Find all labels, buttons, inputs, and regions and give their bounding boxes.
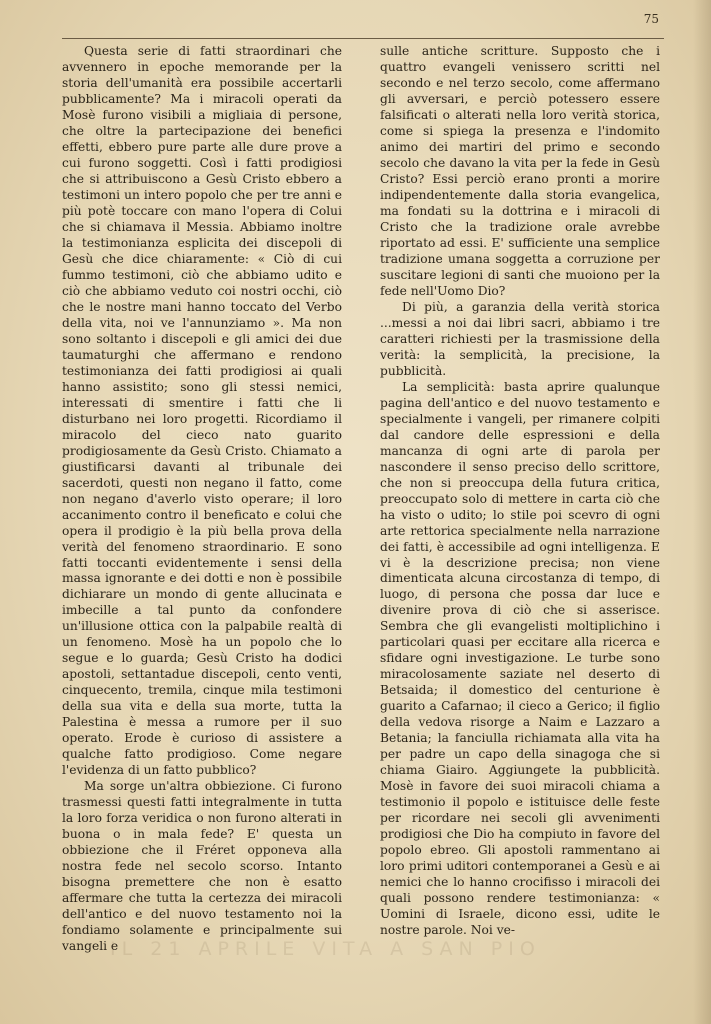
paragraph: Di più, a garanzia della verità storica ...messi a noi dai libri sacri, abbiamo i tre caratteri richiesti per la trasmissione della verità: la semplicità, la precisione, la pubblicità.	[380, 299, 660, 378]
paragraph: Questa serie di fatti straordinari che avvennero in epoche memorande per la storia dell'umanità era possibile accertarli pubblicamente? Ma i miracoli operati da Mosè furono visibili a migliaia di persone, che oltre la partecipazione dei benefici effetti, ebbero pure parte alle dure prove a cui furono soggetti. Così i fatti prodigiosi che si attribuiscono a Gesù Cristo ebbero a testimoni un intero popolo che per tre anni e più potè toccare con mano l'opera di Colui che si chiamava il Messia. Abbiamo inoltre la testimonianza esplicita dei discepoli di Gesù che dice chiaramente: « Ciò di cui fummo testimoni, ciò che abbiamo udito e ciò che abbiamo veduto coi nostri occhi, ciò che le nostre mani hanno toccato del Verbo della vita, noi ve l'annunziamo ». Ma non sono soltanto i discepoli e gli amici dei due taumaturghi che affermano e rendono testimonianza dei fatti prodigiosi ai quali hanno assistito; sono gli stessi nemici, interessati di smentire i fatti che li disturbano nei loro progetti. Ricordiamo il miracolo del cieco nato guarito prodigiosamente da Gesù Cristo. Chiamato a giustificarsi davanti al tribunale dei sacerdoti, questi non negano il fatto, come non negano d'averlo visto operare; il loro accanimento contro il beneficato e colui che opera il prodigio è la più bella prova della verità del fenomeno straordinario. E sono fatti toccanti evidentemente i sensi della massa ignorante e dei dotti e non è possibile dichiarare un mondo di gente allucinata e imbecille a tal punto da confondere un'illusione ottica con la palpabile realtà di un fenomeno. Mosè ha un popolo che lo segue e lo guarda; Gesù Cristo ha dodici apostoli, settantadue discepoli, cento venti, cinquecento, tremila, cinque mila testimoni della sua vita e della sua morte, tutta la Palestina è messa a rumore per il suo operato. Erode è curioso di assistere a qualche fatto prodigioso. Come negare l'evidenza di un fatto pubblico?	[62, 44, 342, 778]
bleed-through-watermark: IL 21 APRILE VITA A SAN PIO	[110, 938, 541, 960]
right-text-column	[380, 44, 660, 939]
paragraph-continued: sulle antiche scritture. Supposto che i quattro evangeli venissero scritti nel secondo e nel terzo secolo, come affermano gli avversari, e perciò potessero essere falsificati o alterati nella loro verità storica, come si spiega la presenza e l'indomito animo dei martiri del primo e secondo secolo che davano la vita per la fede in Gesù Cristo? Essi perciò erano pronti a morire indipendentemente dalla storia evangelica, ma fondati su la dottrina e i miracoli di Cristo che la tradizione orale avrebbe riportato ad essi. E' sufficiente una semplice tradizione umana soggetta a corruzione per suscitare legioni di santi che muoiono per la fede nell'Uomo Dio?	[380, 44, 660, 298]
page-number: 75	[643, 12, 659, 26]
header-rule	[62, 38, 664, 39]
page-edge-shadow	[693, 0, 711, 1024]
left-text-column	[62, 44, 342, 955]
paragraph: Ma sorge un'altra obbiezione. Ci furono trasmessi questi fatti integralmente in tutta la loro forza veridica o non furono alterati in buona o in mala fede? E' questa un obbiezione che il Fréret opponeva alla nostra fede nel secolo scorso. Intanto bisogna premettere che non è esatto affermare che tutta la certezza dei miracoli dell'antico e del nuovo testamento noi la fondiamo solamente e principalmente sui vangeli e	[62, 779, 342, 954]
paragraph: La semplicità: basta aprire qualunque pagina dell'antico e del nuovo testamento e specialmente i vangeli, per rimanere colpiti dal candore delle espressioni e della mancanza di ogni arte di parola per nascondere il senso preciso dello scrittore, che non si preoccupa della futura critica, preoccupato solo di mettere in carta ciò che ha visto o udito; lo stile poi scevro di ogni arte rettorica specialmente nella narrazione dei fatti, è accessibile ad ogni intelligenza. E vi è la descrizione precisa; non viene dimenticata alcuna circostanza di tempo, di luogo, di persona che possa dar luce e divenire prova di ciò che si asserisce. Sembra che gli evangelisti moltiplichino i particolari quasi per eccitare alla ricerca e sfidare ogni investigazione. Le turbe sono miracolosamente saziate nel deserto di Betsaida; il domestico del centurione è guarito a Cafarnao; il cieco a Gerico; il figlio della vedova risorge a Naim e Lazzaro a Betania; la fanciulla richiamata alla vita ha per padre un capo della sinagoga che si chiama Giairo. Aggiungete la pubblicità. Mosè in favore dei suoi miracoli chiama a testimonio il popolo e istituisce delle feste per ricordare nei secoli gli avvenimenti prodigiosi che Dio ha compiuto in favore del popolo ebreo. Gli apostoli rammentano ai loro primi uditori contemporanei a Gesù e ai nemici che lo hanno crocifisso i miracoli dei quali possono rendere testimonianza: « Uomini di Israele, dicono essi, udite le nostre parole. Noi ve-	[380, 379, 660, 938]
